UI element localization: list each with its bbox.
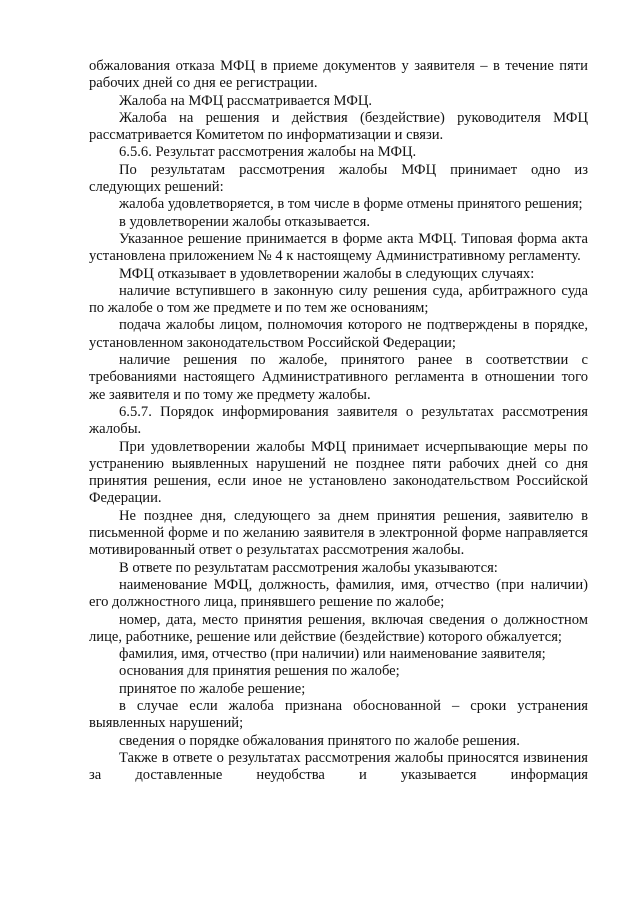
list-item-unconfirmed-authority: подача жалобы лицом, полномочия которого не подтверждены в порядке, установленном законодательством Российской Федерации;	[89, 317, 588, 351]
list-item-decision-refuse: в удовлетворении жалобы отказывается.	[119, 213, 371, 230]
list-item-decision-details: номер, дата, место принятия решения, включая сведения о должностном лице, работнике, решение или действие (бездействие) которого обжалуется;	[89, 611, 588, 645]
section-heading-6-5-7: 6.5.7. Порядок информирования заявителя о результатах рассмотрения жалобы.	[89, 403, 588, 438]
paragraph-decisions-intro: По результатам рассмотрения жалобы МФЦ принимает одно из следующих решений:	[89, 161, 588, 196]
paragraph-act-form: Указанное решение принимается в форме акта МФЦ. Типовая форма акта установлена приложением № 4 к настоящему Административному регламенту.	[89, 230, 588, 265]
document-page	[89, 58, 588, 784]
paragraph-complaint-head: Жалоба на решения и действия (бездействие) руководителя МФЦ рассматривается Комитетом по информатизации и связи.	[89, 109, 588, 144]
list-item-decision-satisfy: жалоба удовлетворяется, в том числе в форме отмены принятого решения;	[119, 196, 583, 213]
paragraph-remedy-measures: При удовлетворении жалобы МФЦ принимает исчерпывающие меры по устранению выявленных нарушений не позднее пяти рабочих дней со дня принятия решения, если иное не установлено законодательством Российской Федерации.	[89, 438, 588, 507]
list-item-court-decision: наличие вступившего в законную силу решения суда, арбитражного суда по жалобе о том же предмете и по тем же основаниям;	[89, 282, 588, 317]
section-heading-6-5-6: 6.5.6. Результат рассмотрения жалобы на МФЦ.	[119, 144, 417, 161]
list-item-mfc-name: наименование МФЦ, должность, фамилия, имя, отчество (при наличии) его должностного лица, принявшего решение по жалобе;	[89, 576, 588, 611]
list-item-remedy-terms: в случае если жалоба признана обоснованной – сроки устранения выявленных нарушений;	[89, 697, 588, 732]
list-item-applicant-name: фамилия, имя, отчество (при наличии) или наименование заявителя;	[119, 646, 546, 663]
paragraph-complaint-mfc: Жалоба на МФЦ рассматривается МФЦ.	[119, 92, 373, 109]
list-item-decision-taken: принятое по жалобе решение;	[119, 680, 306, 697]
paragraph-refusal-cases: МФЦ отказывает в удовлетворении жалобы в следующих случаях:	[119, 265, 535, 282]
list-item-prior-decision: наличие решения по жалобе, принятого ранее в соответствии с требованиями настоящего Административного регламента в отношении того же заявителя и по тому же предмету жалобы.	[89, 352, 588, 403]
list-item-decision-grounds: основания для принятия решения по жалобе;	[119, 663, 400, 680]
paragraph-continuation: обжалования отказа МФЦ в приеме документов у заявителя – в течение пяти рабочих дней со дня ее регистрации.	[89, 58, 588, 92]
list-item-appeal-procedure: сведения о порядке обжалования принятого по жалобе решения.	[119, 732, 520, 749]
paragraph-apology: Также в ответе о результатах рассмотрения жалобы приносятся извинения за доставленные неудобства и указывается информация	[89, 749, 588, 784]
paragraph-response-contents-intro: В ответе по результатам рассмотрения жалобы указываются:	[119, 559, 498, 576]
paragraph-response-deadline: Не позднее дня, следующего за днем принятия решения, заявителю в письменной форме и по желанию заявителя в электронной форме направляется мотивированный ответ о результатах рассмотрения жалобы.	[89, 507, 588, 559]
